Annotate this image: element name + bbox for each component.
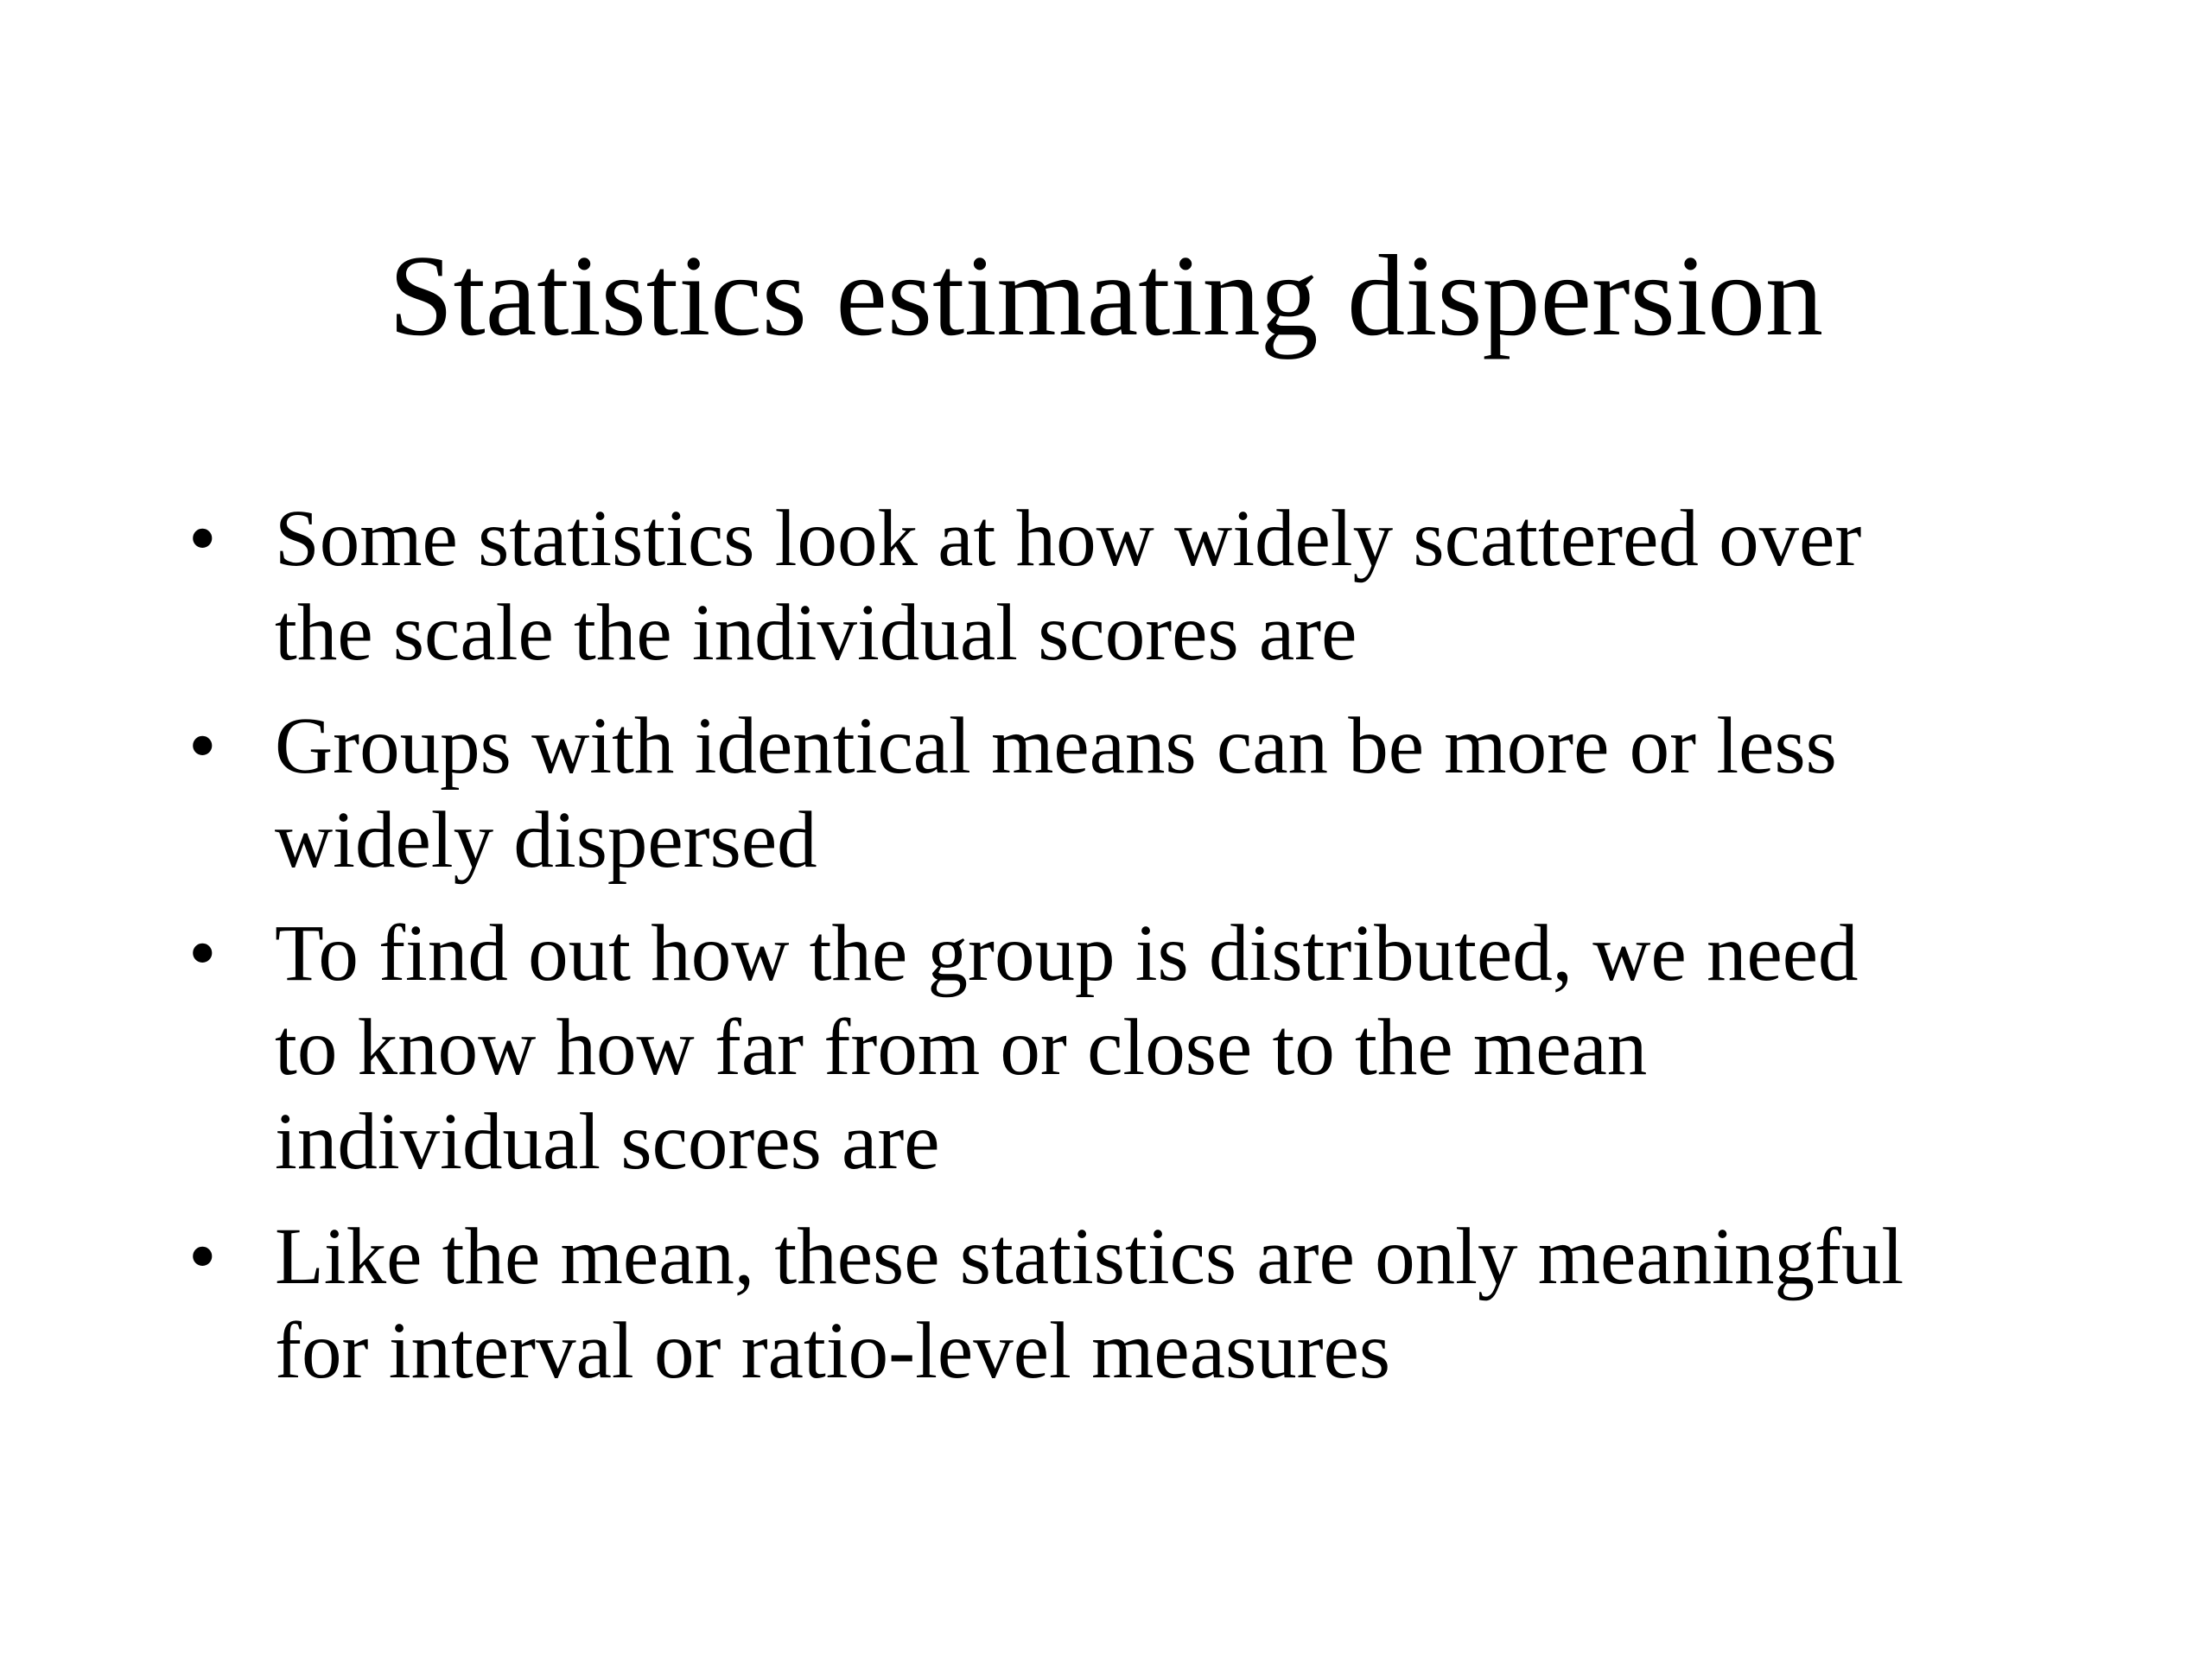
bullet-list [188,492,2124,1417]
slide-title: Statistics estimating dispersion [388,232,1824,359]
bullet-point-icon: • [188,909,217,998]
bullet-text-line: widely dispersed [275,796,817,885]
bullet-item [188,492,2124,680]
bullet-point-icon: • [188,702,217,791]
bullet-text-line: for interval or ratio-level measures [275,1306,1391,1395]
bullet-text-line: the scale the individual scores are [275,588,1357,677]
bullet-text-line: Some statistics look at how widely scattered over [275,494,1862,583]
bullet-item [188,699,2124,887]
bullet-text-line: To find out how the group is distributed, we need [275,909,1859,998]
bullet-item [188,906,2124,1189]
bullet-point-icon: • [188,494,217,583]
bullet-text-line: individual scores are [275,1097,940,1186]
bullet-text-line: Groups with identical means can be more or less [275,702,1837,791]
bullet-point-icon: • [188,1212,217,1301]
bullet-text-line: Like the mean, these statistics are only meaningful [275,1212,1904,1301]
bullet-item [188,1210,2124,1398]
bullet-text-line: to know how far from or close to the mean [275,1003,1648,1092]
